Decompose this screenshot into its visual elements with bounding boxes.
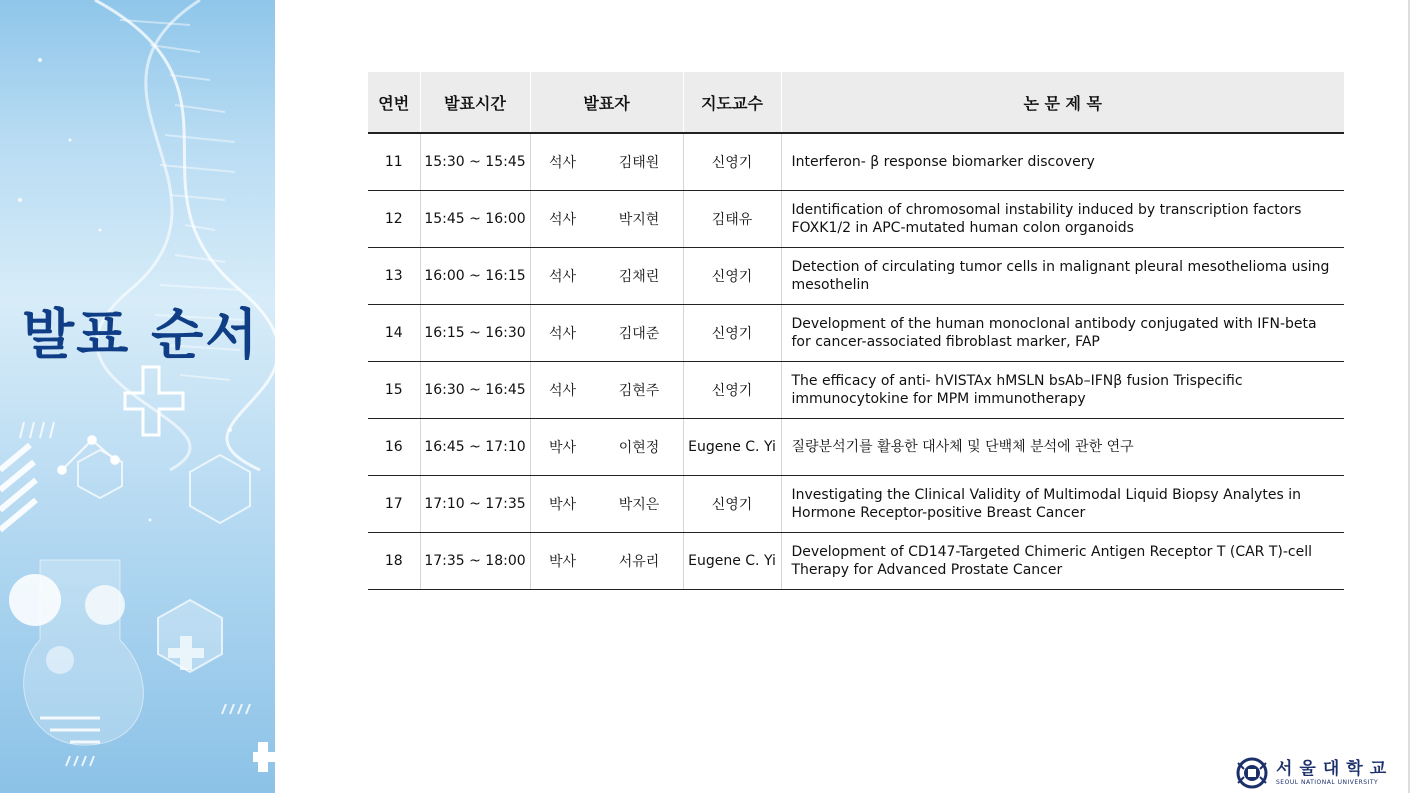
row-no: 12 xyxy=(368,191,420,248)
row-advisor: 신영기 xyxy=(683,305,781,362)
sidebar-panel xyxy=(0,0,275,793)
row-no: 18 xyxy=(368,533,420,590)
row-degree: 석사 xyxy=(530,133,595,191)
row-title: Detection of circulating tumor cells in malignant pleural mesothelioma using mesothelin xyxy=(781,248,1344,305)
row-no: 14 xyxy=(368,305,420,362)
row-advisor: Eugene C. Yi xyxy=(683,419,781,476)
row-title: Development of the human monoclonal antibody conjugated with IFN-beta for cancer-associated fibroblast marker, FAP xyxy=(781,305,1344,362)
table-row xyxy=(368,362,1344,419)
row-no: 17 xyxy=(368,476,420,533)
row-presenter: 박지현 xyxy=(595,191,683,248)
table-row xyxy=(368,305,1344,362)
row-title: Identification of chromosomal instability induced by transcription factors FOXK1/2 in APC-mutated human colon organoids xyxy=(781,191,1344,248)
row-title: 질량분석기를 활용한 대사체 및 단백체 분석에 관한 연구 xyxy=(781,419,1344,476)
row-time: 16:45 ~ 17:10 xyxy=(420,419,530,476)
row-time: 15:30 ~ 15:45 xyxy=(420,133,530,191)
header-advisor: 지도교수 xyxy=(683,72,781,133)
table-row xyxy=(368,533,1344,590)
row-degree: 석사 xyxy=(530,248,595,305)
row-no: 15 xyxy=(368,362,420,419)
row-time: 16:00 ~ 16:15 xyxy=(420,248,530,305)
row-time: 17:35 ~ 18:00 xyxy=(420,533,530,590)
row-advisor: 신영기 xyxy=(683,476,781,533)
row-no: 11 xyxy=(368,133,420,191)
table-row xyxy=(368,191,1344,248)
row-presenter: 김태원 xyxy=(595,133,683,191)
row-degree: 박사 xyxy=(530,476,595,533)
table-row xyxy=(368,419,1344,476)
logo-korean-text: 서울대학교 xyxy=(1276,759,1394,779)
header-time: 발표시간 xyxy=(420,72,530,133)
table-row xyxy=(368,248,1344,305)
row-presenter: 박지은 xyxy=(595,476,683,533)
row-title: Investigating the Clinical Validity of Multimodal Liquid Biopsy Analytes in Hormone Receptor-positive Breast Cancer xyxy=(781,476,1344,533)
row-time: 17:10 ~ 17:35 xyxy=(420,476,530,533)
row-degree: 석사 xyxy=(530,362,595,419)
table-header-row xyxy=(368,72,1344,133)
row-no: 16 xyxy=(368,419,420,476)
row-presenter: 이현정 xyxy=(595,419,683,476)
university-logo xyxy=(1234,757,1393,789)
row-time: 15:45 ~ 16:00 xyxy=(420,191,530,248)
university-emblem-icon xyxy=(1234,757,1270,789)
row-advisor: 김태유 xyxy=(683,191,781,248)
row-advisor: 신영기 xyxy=(683,248,781,305)
row-presenter: 김채린 xyxy=(595,248,683,305)
row-title: Development of CD147-Targeted Chimeric Antigen Receptor T (CAR T)-cell Therapy for Advanced Prostate Cancer xyxy=(781,533,1344,590)
row-advisor: 신영기 xyxy=(683,362,781,419)
row-no: 13 xyxy=(368,248,420,305)
row-time: 16:15 ~ 16:30 xyxy=(420,305,530,362)
row-degree: 석사 xyxy=(530,305,595,362)
row-degree: 석사 xyxy=(530,191,595,248)
dna-background-art xyxy=(0,0,275,793)
header-title: 논 문 제 목 xyxy=(781,72,1344,133)
row-presenter: 김대준 xyxy=(595,305,683,362)
header-presenter: 발표자 xyxy=(530,72,683,133)
presentation-schedule-table xyxy=(368,72,1344,590)
row-advisor: 신영기 xyxy=(683,133,781,191)
row-advisor: Eugene C. Yi xyxy=(683,533,781,590)
row-degree: 박사 xyxy=(530,533,595,590)
table-row xyxy=(368,133,1344,191)
page-title: 발표 순서 xyxy=(22,303,260,366)
row-degree: 박사 xyxy=(530,419,595,476)
header-no: 연번 xyxy=(368,72,420,133)
table-row xyxy=(368,476,1344,533)
row-title: Interferon- β response biomarker discovery xyxy=(781,133,1344,191)
row-time: 16:30 ~ 16:45 xyxy=(420,362,530,419)
row-title: The efficacy of anti- hVISTAx hMSLN bsAb–IFNβ fusion Trispecific immunocytokine for MPM immunotherapy xyxy=(781,362,1344,419)
row-presenter: 김현주 xyxy=(595,362,683,419)
logo-english-text: SEOUL NATIONAL UNIVERSITY xyxy=(1276,779,1379,786)
row-presenter: 서유리 xyxy=(595,533,683,590)
